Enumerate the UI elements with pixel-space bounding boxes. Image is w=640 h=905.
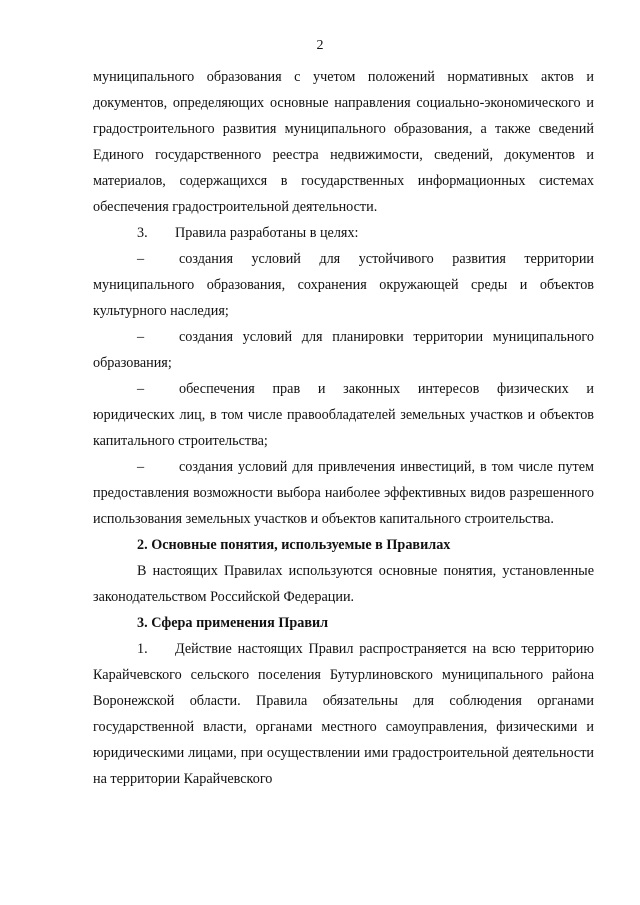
item-1-number: 1. (137, 641, 148, 657)
goal-2-paragraph (93, 324, 594, 376)
goal-2-text: создания условий для планировки территории муниципального образования; (93, 329, 594, 371)
section-3-text: Действие настоящих Правил распространяется на всю территорию Карайчевского сельского поселения Бутурлиновского муниципального района Воронежской области. Правила обязательны для соблюдения органами государственной власти, органами местного самоуправления, физическими и юридическими лицами, при осуществлении ими градостроительной деятельности на территории Карайчевского (93, 641, 594, 787)
item-3-text: Правила разработаны в целях: (175, 225, 359, 241)
goal-4-paragraph (93, 454, 594, 532)
item-3-number: 3. (137, 225, 148, 241)
section-2-paragraph: В настоящих Правилах используются основные понятия, установленные законодательством Российской Федерации. (93, 563, 594, 605)
section-2-heading: 2. Основные понятия, используемые в Правилах (137, 537, 451, 553)
goal-3-paragraph (93, 376, 594, 454)
item-3-paragraph (93, 220, 594, 246)
goal-4-text: создания условий для привлечения инвестиций, в том числе путем предоставления возможности выбора наиболее эффективных видов разрешенного использования земельных участков и объектов капитального строительства. (93, 459, 594, 527)
page-number: 2 (316, 38, 324, 53)
goal-3-text: обеспечения прав и законных интересов физических и юридических лиц, в том числе правообладателей земельных участков и объектов капитального строительства; (93, 381, 594, 449)
goal-1-text: создания условий для устойчивого развития территории муниципального образования, сохранения окружающей среды и объектов культурного наследия; (93, 251, 594, 319)
dash-marker: – (137, 381, 145, 397)
section-3-heading: 3. Сфера применения Правил (137, 615, 329, 631)
intro-paragraph: муниципального образования с учетом положений нормативных актов и документов, определяющих основные направления социально-экономического и градостроительного развития муниципального образования, а также сведений Единого государственного реестра недвижимости, сведений, документов и материалов, содержащихся в государственных информационных системах обеспечения градостроительной деятельности. (93, 69, 594, 215)
dash-marker: – (137, 459, 145, 475)
dash-marker: – (137, 251, 145, 267)
section-3-paragraph (93, 636, 594, 792)
goal-1-paragraph (93, 246, 594, 324)
document-body (93, 64, 594, 792)
dash-marker: – (137, 329, 145, 345)
